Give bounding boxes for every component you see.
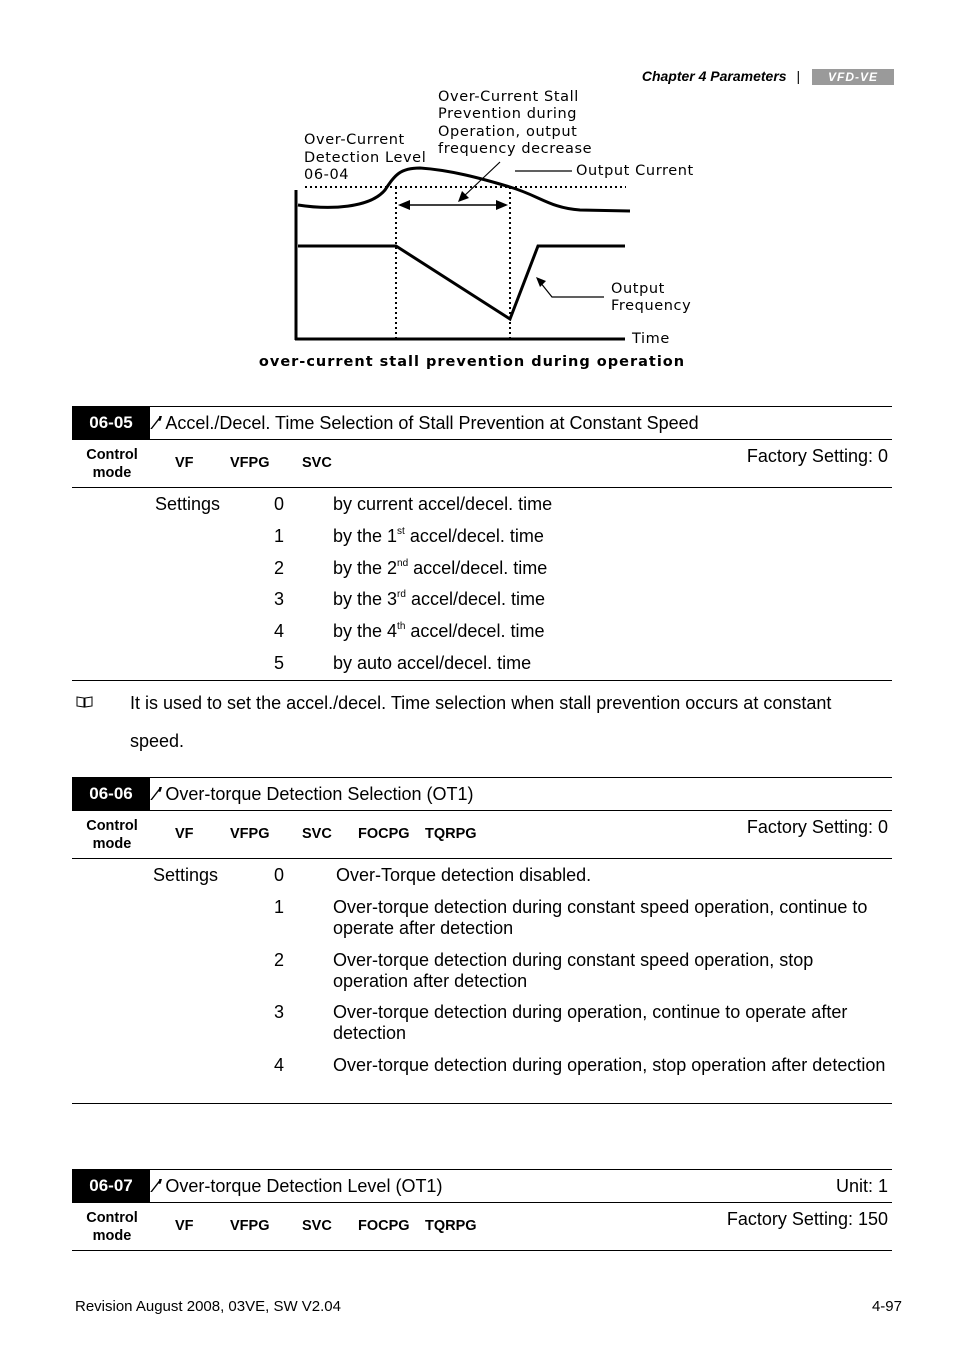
- factory-setting: Factory Setting: 0: [746, 446, 888, 466]
- wrench-icon: ∕′: [154, 412, 162, 433]
- mode-vfpg: VFPG: [230, 826, 270, 842]
- arrowhead-left: [398, 200, 410, 210]
- divider: [72, 1103, 892, 1104]
- stall-pointer: [462, 162, 500, 198]
- mode-vfpg: VFPG: [230, 1218, 270, 1234]
- mode-vf: VF: [175, 1218, 194, 1234]
- control-mode-row: [72, 1203, 892, 1251]
- param-code: 06-05: [72, 407, 150, 439]
- mode-vfpg: VFPG: [230, 455, 270, 471]
- setting-value: 2: [274, 558, 285, 578]
- label-level-1: Over-Current: [304, 132, 405, 148]
- param-title: Over-torque Detection Selection (OT1): [165, 783, 474, 804]
- setting-value: 1: [274, 526, 285, 546]
- diagram-caption: over-current stall prevention during operation: [258, 354, 686, 370]
- setting-desc: by current accel/decel. time: [333, 494, 553, 514]
- factory-setting: Factory Setting: 150: [726, 1209, 888, 1229]
- param-title-wrap: [150, 784, 892, 805]
- setting-desc: Over-torque detection during operation, continue to operate after detection: [333, 1002, 848, 1043]
- setting-desc: by the 3rd accel/decel. time: [333, 589, 546, 609]
- setting-value: 3: [274, 1002, 285, 1022]
- param-header: [72, 1169, 892, 1203]
- label-stall-4: frequency decrease: [438, 141, 593, 157]
- label-level-3: 06-04: [304, 167, 350, 183]
- setting-value: 2: [274, 950, 285, 970]
- param-header: [72, 406, 892, 440]
- setting-desc: by the 4th accel/decel. time: [333, 621, 545, 641]
- mode-svc: SVC: [302, 455, 332, 471]
- setting-value: 0: [274, 865, 285, 885]
- param-title-wrap: [150, 413, 892, 434]
- label-stall-2: Prevention during: [438, 106, 578, 122]
- divider: [72, 680, 892, 681]
- stall-prevention-diagram: [0, 0, 954, 360]
- settings-label: Settings: [153, 865, 219, 885]
- footer-page-number: 4-97: [871, 1298, 902, 1315]
- label-time: Time: [632, 331, 670, 347]
- mode-svc: SVC: [302, 1218, 332, 1234]
- control-mode-label: Control mode: [86, 1210, 138, 1244]
- label-output-current: Output Current: [576, 163, 694, 179]
- mode-tqrpg: TQRPG: [425, 1218, 477, 1234]
- setting-value: 5: [274, 653, 285, 673]
- vfd-ve-logo: VFD-VE: [812, 69, 894, 85]
- label-stall-1: Over-Current Stall: [438, 89, 579, 105]
- param-06-05: [72, 406, 892, 488]
- param-title: Over-torque Detection Level (OT1): [165, 1175, 443, 1196]
- setting-desc: Over-torque detection during constant speed operation, continue to operate after detection: [333, 897, 868, 938]
- label-stall-3: Operation, output: [438, 124, 578, 140]
- header-separator: |: [796, 68, 801, 84]
- param-header: [72, 777, 892, 811]
- wrench-icon: ∕′: [154, 1175, 162, 1196]
- setting-value: 3: [274, 589, 285, 609]
- label-level-2: Detection Level: [304, 150, 427, 166]
- arrowhead-right: [496, 200, 508, 210]
- mode-focpg: FOCPG: [358, 826, 410, 842]
- param-06-07: [72, 1169, 892, 1251]
- frequency-pointer-head: [536, 277, 546, 287]
- setting-desc: Over-torque detection during constant speed operation, stop operation after detection: [333, 950, 814, 991]
- book-icon: [76, 696, 93, 708]
- setting-desc: by the 1st accel/decel. time: [333, 526, 544, 546]
- setting-value: 1: [274, 897, 285, 917]
- setting-value: 4: [274, 1055, 285, 1075]
- param-title-wrap: [150, 1176, 836, 1197]
- mode-svc: SVC: [302, 826, 332, 842]
- control-mode-row: [72, 811, 892, 859]
- setting-desc: by the 2nd accel/decel. time: [333, 558, 548, 578]
- control-mode-label: Control mode: [86, 818, 138, 852]
- mode-vf: VF: [175, 826, 194, 842]
- setting-desc: Over-Torque detection disabled.: [336, 865, 592, 885]
- settings-label: Settings: [155, 494, 221, 514]
- setting-desc: Over-torque detection during operation, stop operation after detection: [333, 1055, 886, 1075]
- footer-revision: Revision August 2008, 03VE, SW V2.04: [75, 1298, 341, 1315]
- mode-tqrpg: TQRPG: [425, 826, 477, 842]
- param-06-06: [72, 777, 892, 859]
- param-title: Accel./Decel. Time Selection of Stall Prevention at Constant Speed: [165, 412, 699, 433]
- note-line-2: speed.: [130, 731, 185, 751]
- param-code: 06-07: [72, 1170, 150, 1202]
- mode-focpg: FOCPG: [358, 1218, 410, 1234]
- control-mode-label: Control mode: [86, 447, 138, 481]
- setting-desc: by auto accel/decel. time: [333, 653, 532, 673]
- factory-setting: Factory Setting: 0: [746, 817, 888, 837]
- param-code: 06-06: [72, 778, 150, 810]
- wrench-icon: ∕′: [154, 783, 162, 804]
- note-line-1: It is used to set the accel./decel. Time selection when stall prevention occurs at constant: [130, 693, 832, 713]
- control-mode-row: [72, 440, 892, 488]
- setting-value: 4: [274, 621, 285, 641]
- output-frequency-curve: [298, 246, 625, 319]
- label-output-freq-1: Output: [611, 281, 665, 297]
- label-output-freq-2: Frequency: [611, 298, 692, 314]
- mode-vf: VF: [175, 455, 194, 471]
- chapter-title: Chapter 4 Parameters: [641, 68, 787, 84]
- setting-value: 0: [274, 494, 285, 514]
- param-unit: Unit: 1: [835, 1175, 888, 1196]
- frequency-pointer: [540, 282, 604, 297]
